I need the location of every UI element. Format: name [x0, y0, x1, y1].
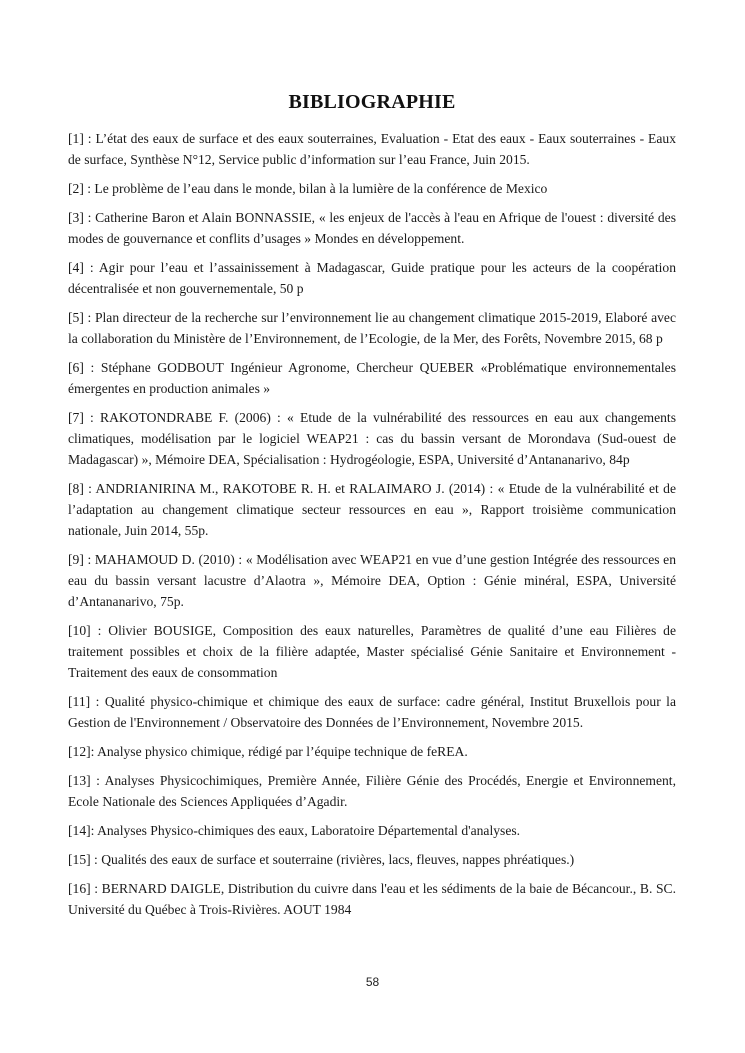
- reference-6: [6] : Stéphane GODBOUT Ingénieur Agronome, Chercheur QUEBER «Problématique environnementales émergentes en production animales »: [68, 360, 676, 396]
- reference-12: [12]: Analyse physico chimique, rédigé par l’équipe technique de feREA.: [68, 744, 468, 759]
- bibliography-section: [68, 90, 676, 928]
- page-number: 58: [365, 975, 380, 989]
- reference-11: [11] : Qualité physico-chimique et chimique des eaux de surface: cadre général, Institut Bruxellois pour la Gestion de l'Environnement / Observatoire des Données de l’Environnement, Novembre 2015.: [68, 694, 676, 730]
- reference-8: [8] : ANDRIANIRINA M., RAKOTOBE R. H. et RALAIMARO J. (2014) : « Etude de la vulnérabilité et de l’adaptation au changement climatique secteur ressources en eau », Rapport troisième communication nationale, Juin 2014, 55p.: [68, 481, 676, 538]
- reference-14: [14]: Analyses Physico-chimiques des eaux, Laboratoire Départemental d'analyses.: [68, 823, 521, 838]
- reference-1: [1] : L’état des eaux de surface et des eaux souterraines, Evaluation - Etat des eaux - Eaux souterraines - Eaux de surface, Synthèse N°12, Service public d’information sur l’eau France, Juin 2015.: [68, 131, 676, 167]
- reference-2: [2] : Le problème de l’eau dans le monde, bilan à la lumière de la conférence de Mexico: [68, 181, 548, 196]
- reference-9: [9] : MAHAMOUD D. (2010) : « Modélisation avec WEAP21 en vue d’une gestion Intégrée des ressources en eau du bassin versant lacustre d’Alaotra », Mémoire DEA, Option : Génie minéral, ESPA, Université d’Antananarivo, 75p.: [68, 552, 676, 609]
- reference-5: [5] : Plan directeur de la recherche sur l’environnement lie au changement climatique 2015-2019, Elaboré avec la collaboration du Ministère de l’Environnement, de l’Ecologie, de la Mer, des Forêts, Novembre 2015, 68 p: [68, 310, 676, 346]
- reference-13: [13] : Analyses Physicochimiques, Première Année, Filière Génie des Procédés, Energie et Environnement, Ecole Nationale des Sciences Appliquées d’Agadir.: [68, 773, 676, 809]
- reference-10: [10] : Olivier BOUSIGE, Composition des eaux naturelles, Paramètres de qualité d’une eau Filières de traitement possibles et choix de la filière adaptée, Master spécialisé Génie Sanitaire et Environnement - Traitement des eaux de consommation: [68, 623, 676, 680]
- reference-16: [16] : BERNARD DAIGLE, Distribution du cuivre dans l'eau et les sédiments de la baie de Bécancour., B. SC. Université du Québec à Trois-Rivières. AOUT 1984: [68, 881, 676, 917]
- reference-7: [7] : RAKOTONDRABE F. (2006) : « Etude de la vulnérabilité des ressources en eau aux changements climatiques, modélisation par le logiciel WEAP21 : cas du bassin versant de Morondava (Sud-ouest de Madagascar) », Mémoire DEA, Spécialisation : Hydrogéologie, ESPA, Université d’Antananarivo, 84p: [68, 410, 676, 467]
- reference-3: [3] : Catherine Baron et Alain BONNASSIE, « les enjeux de l'accès à l'eau en Afrique de l'ouest : diversité des modes de gouvernance et conflits d’usages » Mondes en développement.: [68, 210, 676, 246]
- reference-4: [4] : Agir pour l’eau et l’assainissement à Madagascar, Guide pratique pour les acteurs de la coopération décentralisée et non gouvernementale, 50 p: [68, 260, 676, 296]
- reference-15: [15] : Qualités des eaux de surface et souterraine (rivières, lacs, fleuves, nappes phréatiques.): [68, 852, 575, 867]
- page-title: BIBLIOGRAPHIE: [288, 91, 456, 113]
